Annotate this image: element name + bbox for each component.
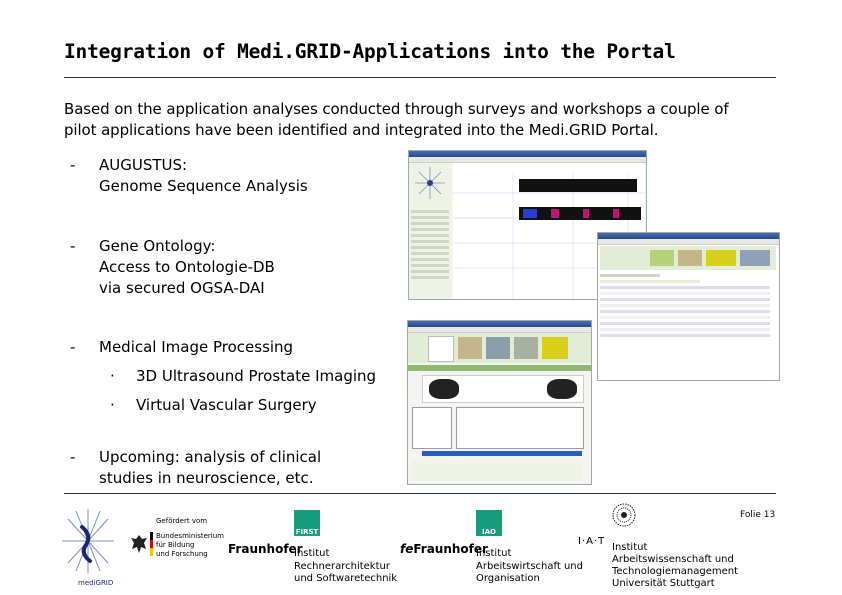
iao-badge: IAO bbox=[476, 510, 502, 536]
medigrid-logo: mediGRID bbox=[58, 505, 118, 590]
iao-institute-line-3: Organisation bbox=[476, 573, 540, 584]
university-seal-icon bbox=[612, 503, 636, 527]
intro-line-2: pilot applications have been identified and integrated into the Medi.GRID Portal. bbox=[64, 121, 659, 139]
first-institute-line-3: und Softwaretechnik bbox=[294, 573, 398, 584]
iao-institute-line-1: Institut bbox=[476, 548, 512, 559]
iat-institute-line-3: Technologiemanagement bbox=[612, 566, 739, 577]
bullet-augustus-line-2: Genome Sequence Analysis bbox=[99, 177, 308, 195]
bullet-gene-ontology-line-1: Gene Ontology: bbox=[99, 237, 216, 255]
bmbf-logo: Gefördert vom Bundesministerium für Bildung und Forschung bbox=[130, 515, 225, 585]
iao-institute-line-2: Arbeitswirtschaft und bbox=[476, 561, 583, 572]
first-institute-line-2: Rechnerarchitektur bbox=[294, 561, 390, 572]
intro-line-1: Based on the application analyses conducted through surveys and workshops a couple of bbox=[64, 100, 729, 118]
bullet-upcoming-line-1: Upcoming: analysis of clinical bbox=[99, 448, 322, 466]
gene-ontology-screenshot bbox=[597, 232, 780, 381]
bullet-medical-image-line-1: Medical Image Processing bbox=[99, 338, 294, 356]
medigrid-star-icon bbox=[58, 505, 118, 577]
medigrid-mini-logo-icon bbox=[409, 163, 451, 203]
medical-image-screenshot bbox=[407, 320, 592, 485]
bullet-gene-ontology-line-2: Access to Ontologie-DB bbox=[99, 258, 275, 276]
fraunhofer-wordmark-2: feFraunhofer bbox=[400, 542, 488, 556]
page-title: Integration of Medi.GRID-Applications into the Portal bbox=[64, 40, 676, 63]
fraunhofer-wordmark-1: Fraunhofer bbox=[228, 542, 303, 556]
bullet-upcoming-line-2: studies in neuroscience, etc. bbox=[99, 469, 314, 487]
iat-institute-line-2: Arbeitswissenschaft und bbox=[612, 554, 734, 565]
first-institute-line-1: Institut bbox=[294, 548, 330, 559]
title-divider bbox=[64, 77, 776, 78]
iat-institute-line-1: Institut bbox=[612, 542, 648, 553]
slide-number: Folie 13 bbox=[740, 510, 776, 520]
eagle-icon bbox=[130, 533, 148, 555]
first-badge: FIRST bbox=[294, 510, 320, 536]
bullet-augustus-line-1: AUGUSTUS: bbox=[99, 156, 188, 174]
footer-divider bbox=[64, 493, 776, 494]
iat-institute-line-4: Universität Stuttgart bbox=[612, 578, 715, 589]
bullet-gene-ontology-line-3: via secured OGSA-DAI bbox=[99, 279, 265, 297]
iat-mark: I·A·T bbox=[578, 536, 606, 547]
